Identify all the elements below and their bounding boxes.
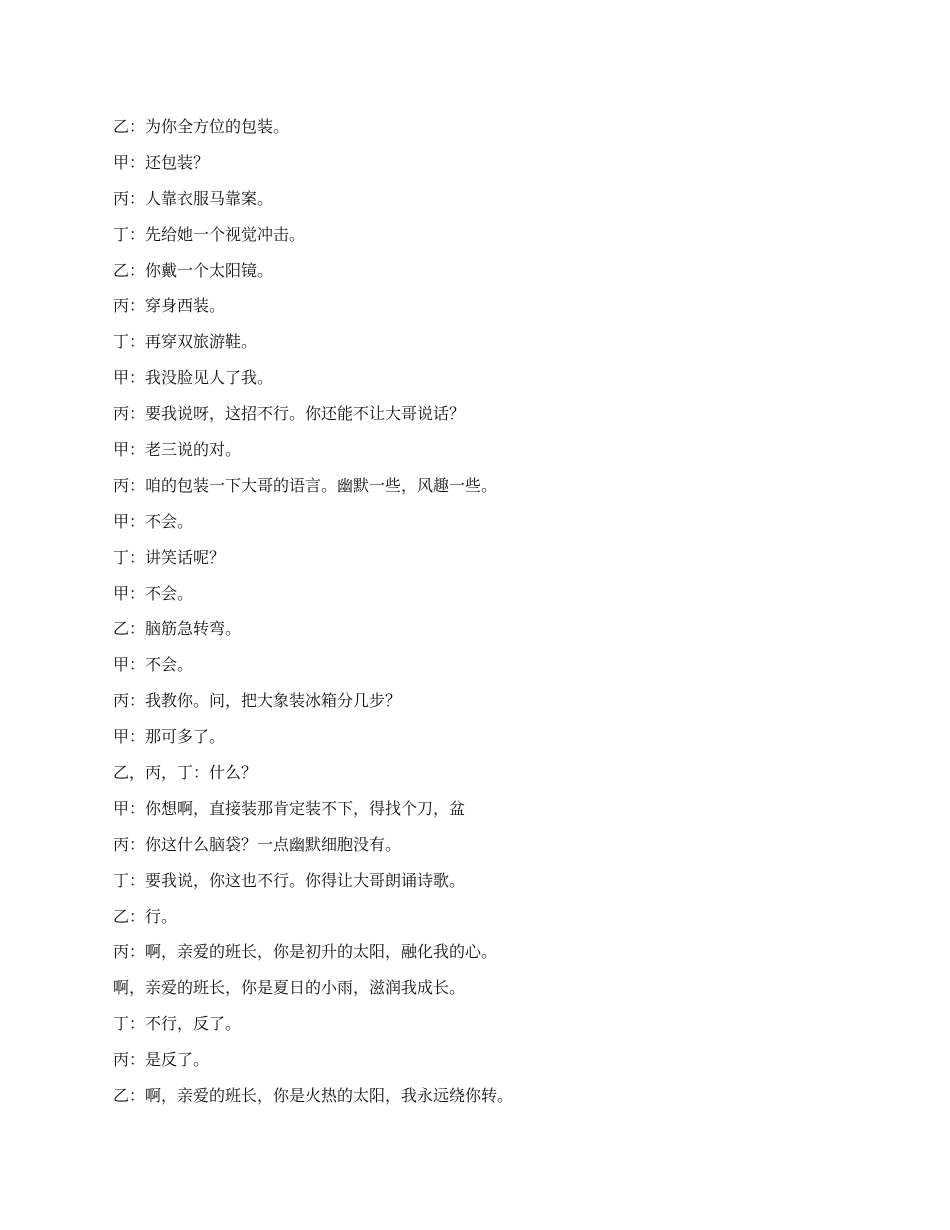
dialogue-line: 丁：先给她一个视觉冲击。: [113, 224, 306, 244]
dialogue-line: 乙，丙，丁：什么？: [113, 763, 258, 783]
dialogue-line: 丙：是反了。: [113, 1050, 210, 1070]
dialogue-line: 丙：我教你。问，把大象装冰箱分几步？: [113, 691, 402, 711]
dialogue-line: 乙：为你全方位的包装。: [113, 117, 290, 136]
dialogue-line: 丙：你这什么脑袋？一点幽默细胞没有。: [113, 834, 402, 854]
dialogue-line: 丙：啊，亲爱的班长，你是初升的太阳，融化我的心。: [113, 942, 498, 962]
dialogue-line: 甲：你想啊，直接装那肯定装不下，得找个刀，盆: [113, 798, 466, 818]
dialogue-text: [113, 109, 873, 1114]
dialogue-line: 甲：那可多了。: [113, 727, 226, 747]
dialogue-line: 乙：脑筋急转弯。: [113, 619, 242, 639]
dialogue-line: 甲：不会。: [113, 655, 194, 675]
dialogue-line: 丁：要我说，你这也不行。你得让大哥朗诵诗歌。: [113, 870, 466, 890]
dialogue-line: 甲：不会。: [113, 583, 194, 603]
dialogue-line: 丙：咱的包装一下大哥的语言。幽默一些，风趣一些。: [113, 475, 498, 495]
dialogue-line: 乙：行。: [113, 906, 178, 926]
dialogue-line: 甲：老三说的对。: [113, 440, 242, 460]
dialogue-line: 甲：不会。: [113, 511, 194, 531]
dialogue-line: 丁：再穿双旅游鞋。: [113, 332, 258, 352]
dialogue-line: 乙：啊，亲爱的班长，你是火热的太阳，我永远绕你转。: [113, 1086, 514, 1106]
dialogue-line: 甲：还包装？: [113, 152, 210, 172]
dialogue-line: 啊，亲爱的班长，你是夏日的小雨，滋润我成长。: [113, 978, 466, 998]
dialogue-line: 丙：人靠衣服马靠案。: [113, 188, 274, 208]
dialogue-line: 乙：你戴一个太阳镜。: [113, 260, 274, 280]
dialogue-line: 丙：要我说呀，这招不行。你还能不让大哥说话？: [113, 404, 466, 424]
dialogue-line: 丙：穿身西装。: [113, 296, 226, 316]
dialogue-line: 丁：讲笑话呢？: [113, 547, 226, 567]
dialogue-line: 甲：我没脸见人了我。: [113, 368, 274, 388]
dialogue-line: 丁：不行，反了。: [113, 1014, 242, 1034]
